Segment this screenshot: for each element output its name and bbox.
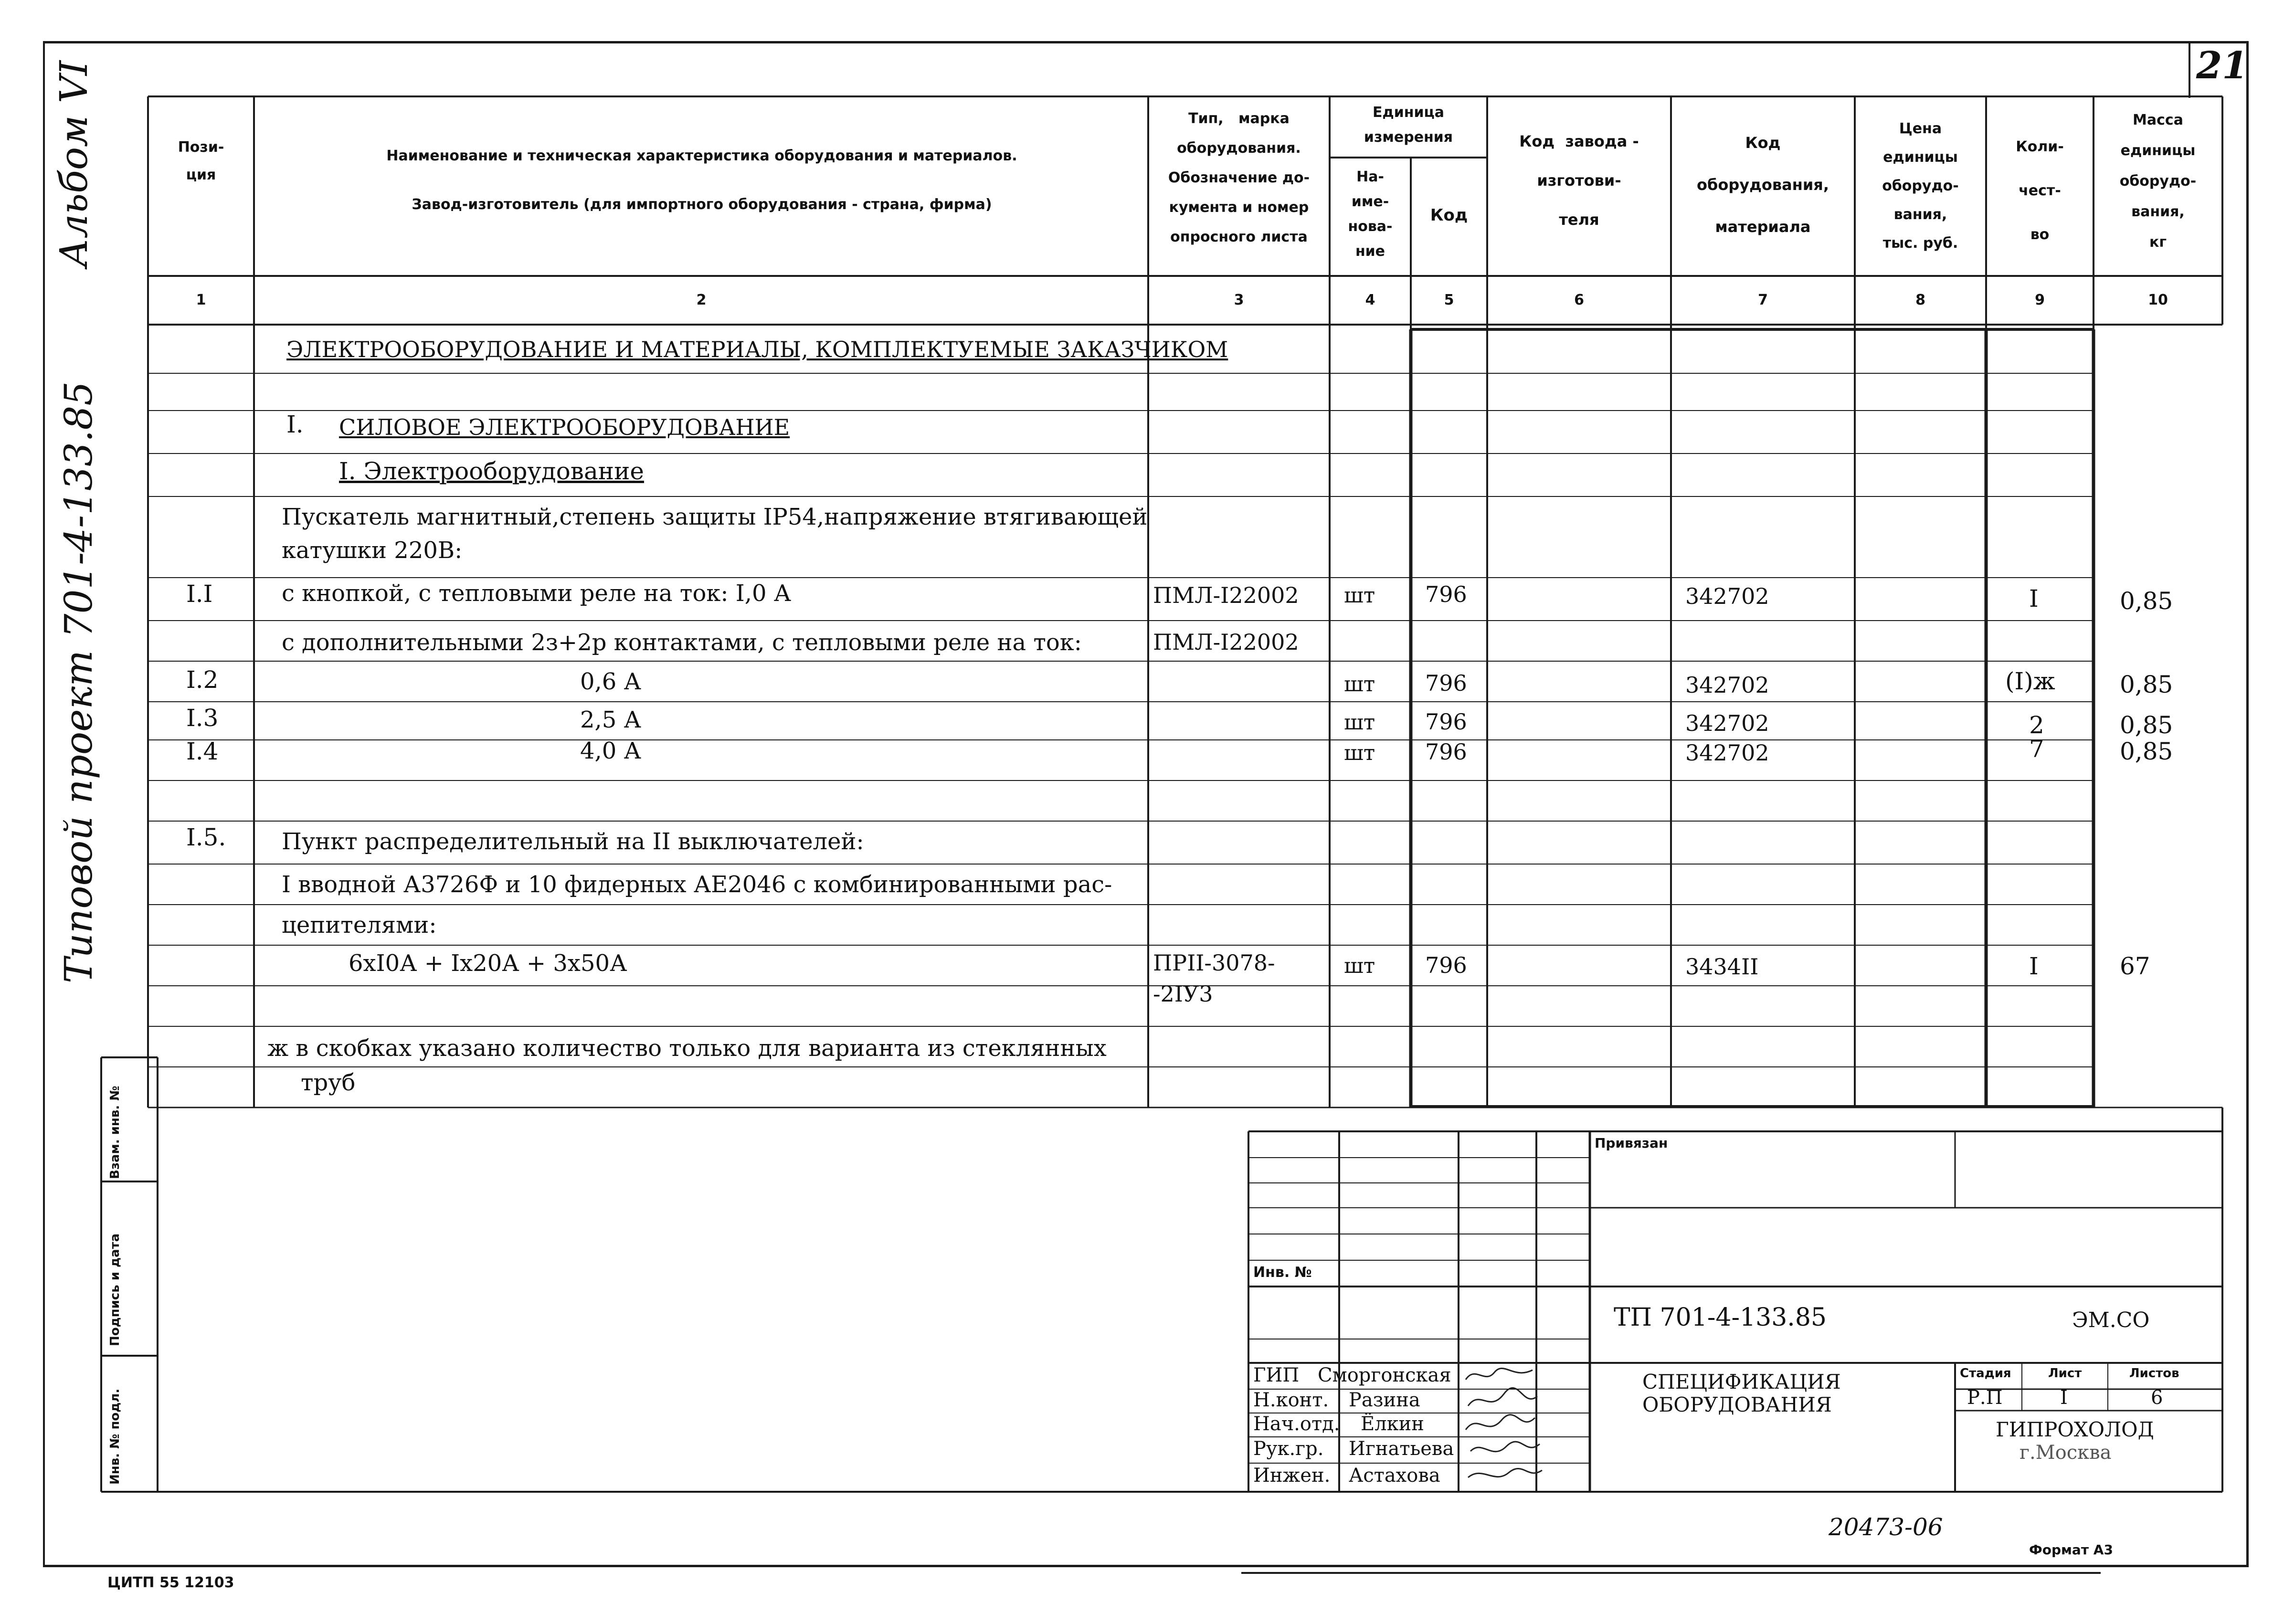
row-1-3-quantity: 2 — [2029, 711, 2044, 739]
header-equipment-code: Код оборудования, материала — [1697, 134, 1829, 236]
title-org: ГИПРОХОЛОД — [1996, 1418, 2154, 1441]
subsection-heading: СИЛОВОЕ ЭЛЕКТРООБОРУДОВАНИЕ — [339, 414, 790, 440]
col-number-4: 4 — [1365, 292, 1375, 308]
title-spec-line2: ОБОРУДОВАНИЯ — [1642, 1393, 1832, 1416]
extra-contacts-name: с дополнительными 2з+2р контактами, с тепловыми реле на ток: — [282, 629, 1082, 656]
row-1-5-type-line1: ПРII-3078- — [1153, 950, 1275, 976]
side-stamp-sign-date: Подпись и дата — [108, 1233, 122, 1346]
title-sheet-number: I — [2060, 1387, 2068, 1409]
sign-name-3: Ёлкин — [1361, 1413, 1424, 1435]
bottom-left-code: ЦИТП 55 12103 — [107, 1574, 234, 1591]
side-stamp-inv-orig: Инв. № подл. — [108, 1388, 122, 1485]
row-1-5-position: I.5. — [186, 823, 226, 851]
bottom-archive-number: 20473-06 — [1829, 1513, 1943, 1541]
sign-role-1: ГИП — [1253, 1364, 1300, 1386]
col-number-10: 10 — [2148, 292, 2168, 308]
row-1-4-code: 796 — [1425, 739, 1467, 765]
header-name-line1: Наименование и техническая характеристика оборудования и материалов. — [386, 148, 1017, 164]
header-unit-group: Единица измерения — [1364, 104, 1453, 146]
sign-role-4: Рук.гр. — [1253, 1438, 1324, 1460]
title-sheets-total: 6 — [2151, 1387, 2163, 1409]
row-1-2-mass: 0,85 — [2120, 671, 2173, 698]
row-1-5-code: 796 — [1425, 952, 1467, 978]
row-1-5-line4: 6хI0А + Iх20А + 3х50А — [349, 950, 627, 977]
row-1-5-mass: 67 — [2120, 952, 2150, 980]
row-1-1-code: 796 — [1425, 581, 1467, 607]
title-stage-label: Стадия — [1960, 1366, 2011, 1381]
row-1-2-position: I.2 — [186, 666, 219, 694]
row-1-5-line2: I вводной А3726Ф и 10 фидерных АЕ2046 с комбинированными рас- — [282, 871, 1112, 898]
title-sheet-label: Лист — [2048, 1366, 2082, 1381]
sign-role-5: Инжен. — [1253, 1465, 1331, 1487]
row-1-5-type-line2: -2IУ3 — [1153, 981, 1213, 1007]
row-1-4-name: 4,0 А — [580, 738, 641, 764]
album-label: Альбом VI — [52, 60, 96, 267]
title-org-city: г.Москва — [2020, 1442, 2112, 1464]
col-number-5: 5 — [1444, 292, 1454, 308]
header-type: Тип, марка оборудования. Обозначение до- кумента и номер опросного листа — [1168, 110, 1310, 245]
row-1-3-name: 2,5 А — [580, 707, 641, 733]
row-1-1-mass: 0,85 — [2120, 587, 2173, 615]
row-1-3-equipment-code: 342702 — [1685, 710, 1769, 736]
title-stage: Р.П — [1967, 1387, 2003, 1409]
format-label: Формат А3 — [2029, 1542, 2113, 1558]
header-quantity: Коли- чест- во — [2016, 138, 2064, 243]
row-1-3-unit: шт — [1344, 710, 1375, 735]
sign-name-2: Разина — [1349, 1389, 1420, 1411]
col-number-1: 1 — [196, 292, 206, 308]
title-inv-number: Инв. № — [1253, 1264, 1312, 1281]
row-1-2-unit: шт — [1344, 672, 1375, 696]
row-1-5-line1: Пункт распределительный на II выключателей: — [282, 828, 864, 855]
section-heading: ЭЛЕКТРООБОРУДОВАНИЕ И МАТЕРИАЛЫ, КОМПЛЕКТУЕМЫЕ ЗАКАЗЧИКОМ — [286, 337, 1228, 362]
row-1-3-code: 796 — [1425, 709, 1467, 735]
row-1-1-name: с кнопкой, с тепловыми реле на ток: I,0 А — [282, 580, 792, 607]
col-number-6: 6 — [1574, 292, 1584, 308]
description-line1: Пускатель магнитный,степень защиты IP54,напряжение втягивающей — [282, 504, 1148, 530]
project-label: Типовой проект 701-4-133.85 — [56, 381, 101, 983]
row-1-2-equipment-code: 342702 — [1685, 672, 1769, 698]
row-1-1-quantity: I — [2029, 585, 2039, 612]
header-position: Пози- ция — [178, 139, 224, 183]
row-1-5-equipment-code: 3434II — [1685, 954, 1759, 980]
row-1-4-equipment-code: 342702 — [1685, 740, 1769, 766]
row-1-4-quantity: 7 — [2029, 735, 2044, 763]
row-1-5-unit: шт — [1344, 954, 1375, 978]
row-1-3-position: I.3 — [186, 704, 219, 732]
col-number-7: 7 — [1758, 292, 1768, 308]
page-number: 21 — [2196, 44, 2248, 87]
header-mass: Масса единицы оборудо- вания, кг — [2119, 112, 2197, 251]
title-spec-line1: СПЕЦИФИКАЦИЯ — [1642, 1370, 1841, 1393]
handwritten-signatures — [1461, 1360, 1547, 1489]
row-1-2-quantity: (I)ж — [2005, 667, 2055, 695]
sign-name-5: Астахова — [1349, 1465, 1440, 1487]
row-1-3-mass: 0,85 — [2120, 711, 2173, 739]
row-1-2-name: 0,6 А — [580, 668, 641, 695]
row-1-4-mass: 0,85 — [2120, 738, 2173, 765]
header-unit-code: Код — [1430, 206, 1468, 225]
title-sheets-label: Листов — [2129, 1366, 2179, 1381]
row-1-1-equipment-code: 342702 — [1685, 583, 1769, 609]
header-name-line2: Завод-изготовитель (для импортного оборудования - страна, фирма) — [412, 196, 992, 213]
sign-role-3: Нач.отд. — [1253, 1413, 1340, 1435]
row-1-2-code: 796 — [1425, 670, 1467, 696]
col-number-9: 9 — [2035, 292, 2045, 308]
row-1-4-unit: шт — [1344, 741, 1375, 765]
header-factory-code: Код завода - изготови- теля — [1519, 132, 1639, 229]
row-1-5-quantity: I — [2029, 952, 2039, 980]
side-stamp-grid — [101, 1057, 2222, 1492]
sign-name-4: Игнатьева — [1349, 1438, 1454, 1460]
col-number-3: 3 — [1234, 292, 1244, 308]
row-1-1-position: I.I — [186, 580, 213, 608]
footnote-line2: труб — [301, 1069, 356, 1096]
row-1-1-type: ПМЛ-I22002 — [1153, 582, 1299, 608]
extra-contacts-type: ПМЛ-I22002 — [1153, 629, 1299, 655]
row-1-1-unit: шт — [1344, 583, 1375, 608]
row-1-5-line3: цепителями: — [282, 912, 437, 939]
group-heading: I. Электрооборудование — [339, 457, 644, 485]
footnote-line1: ж в скобках указано количество только для варианта из стеклянных — [267, 1035, 1107, 1062]
sign-role-2: Н.конт. — [1253, 1389, 1329, 1411]
title-doc-mark: ЭМ.СО — [2072, 1308, 2150, 1332]
header-price: Цена единицы оборудо- вания, тыс. руб. — [1882, 120, 1959, 252]
subsection-number: I. — [286, 411, 304, 438]
col-number-2: 2 — [696, 292, 707, 308]
title-doc-code: ТП 701-4-133.85 — [1614, 1303, 1827, 1332]
row-1-4-position: I.4 — [186, 738, 219, 765]
header-unit-name: На- име- нова- ние — [1348, 169, 1393, 260]
sign-name-1: Сморгонская — [1318, 1364, 1451, 1386]
title-privyazan: Привязан — [1595, 1135, 1668, 1151]
side-stamp-replace-inv: Взам. инв. № — [108, 1086, 122, 1179]
col-number-8: 8 — [1915, 292, 1925, 308]
description-line2: катушки 220В: — [282, 537, 463, 564]
